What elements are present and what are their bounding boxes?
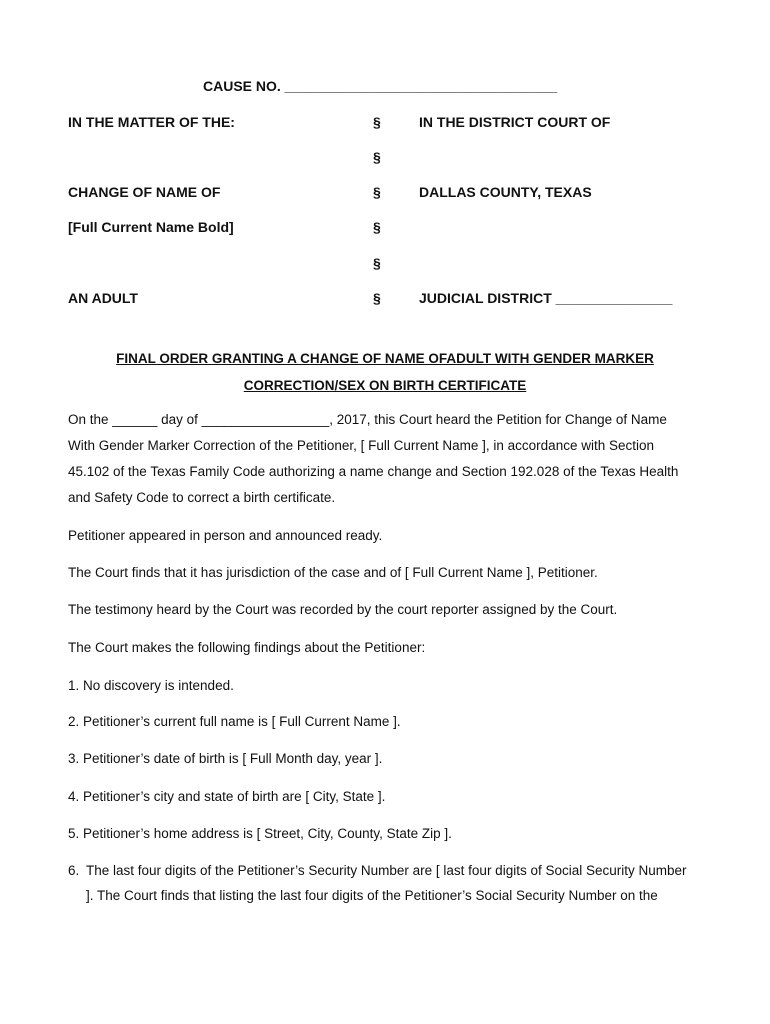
intro-line: With Gender Marker Correction of the Petitioner, [ Full Current Name ], in accordance with Section: [68, 438, 654, 453]
section-symbol: §: [373, 184, 381, 200]
testimony-statement: The testimony heard by the Court was recorded by the court reporter assigned by the Court.: [68, 602, 618, 617]
caption-right-court: IN THE DISTRICT COURT OF: [419, 114, 611, 130]
section-symbol: §: [373, 114, 381, 130]
finding-item: 2. Petitioner’s current full name is [ Full Current Name ].: [68, 714, 401, 729]
intro-paragraph: [68, 407, 708, 511]
order-title-line-2: CORRECTION/SEX ON BIRTH CERTIFICATE: [243, 378, 527, 393]
intro-line: On the ______ day of _________________, 2017, this Court heard the Petition for Change of Name: [68, 412, 667, 427]
caption-right-judicial-district: JUDICIAL DISTRICT _______________: [419, 290, 673, 306]
section-symbol: §: [373, 219, 381, 235]
intro-line: and Safety Code to correct a birth certificate.: [68, 490, 336, 505]
caption-left-change-of-name: CHANGE OF NAME OF: [68, 184, 221, 200]
finding-item: 5. Petitioner’s home address is [ Street, City, County, State Zip ].: [68, 826, 452, 841]
finding-6-line-1: The last four digits of the Petitioner’s Security Number are [ last four digits of Social Security Number: [86, 863, 687, 878]
caption-right-county: DALLAS COUNTY, TEXAS: [419, 184, 592, 200]
findings-intro: The Court makes the following findings about the Petitioner:: [68, 640, 426, 655]
order-title-line-1: FINAL ORDER GRANTING A CHANGE OF NAME OFADULT WITH GENDER MARKER: [116, 351, 654, 366]
cause-number: CAUSE NO. ___________________________________: [203, 78, 558, 94]
finding-item: 3. Petitioner’s date of birth is [ Full Month day, year ].: [68, 751, 383, 766]
appeared-statement: Petitioner appeared in person and announced ready.: [68, 528, 383, 543]
finding-6-line-2: ]. The Court finds that listing the last four digits of the Petitioner’s Social Security Number on the: [86, 888, 658, 903]
section-symbol: §: [373, 255, 381, 271]
caption-left-full-name: [Full Current Name Bold]: [68, 219, 234, 235]
finding-item: 4. Petitioner’s city and state of birth are [ City, State ].: [68, 789, 386, 804]
section-symbol: §: [373, 149, 381, 165]
intro-line: 45.102 of the Texas Family Code authorizing a name change and Section 192.028 of the Texas Health: [68, 464, 679, 479]
finding-item: 1. No discovery is intended.: [68, 678, 234, 693]
finding-number: 6.: [68, 863, 80, 878]
jurisdiction-statement: The Court finds that it has jurisdiction of the case and of [ Full Current Name ], Petitioner.: [68, 565, 598, 580]
caption-left-matter: IN THE MATTER OF THE:: [68, 114, 235, 130]
section-symbol: §: [373, 290, 381, 306]
caption-left-an-adult: AN ADULT: [68, 290, 138, 306]
finding-item-6: [68, 858, 708, 908]
